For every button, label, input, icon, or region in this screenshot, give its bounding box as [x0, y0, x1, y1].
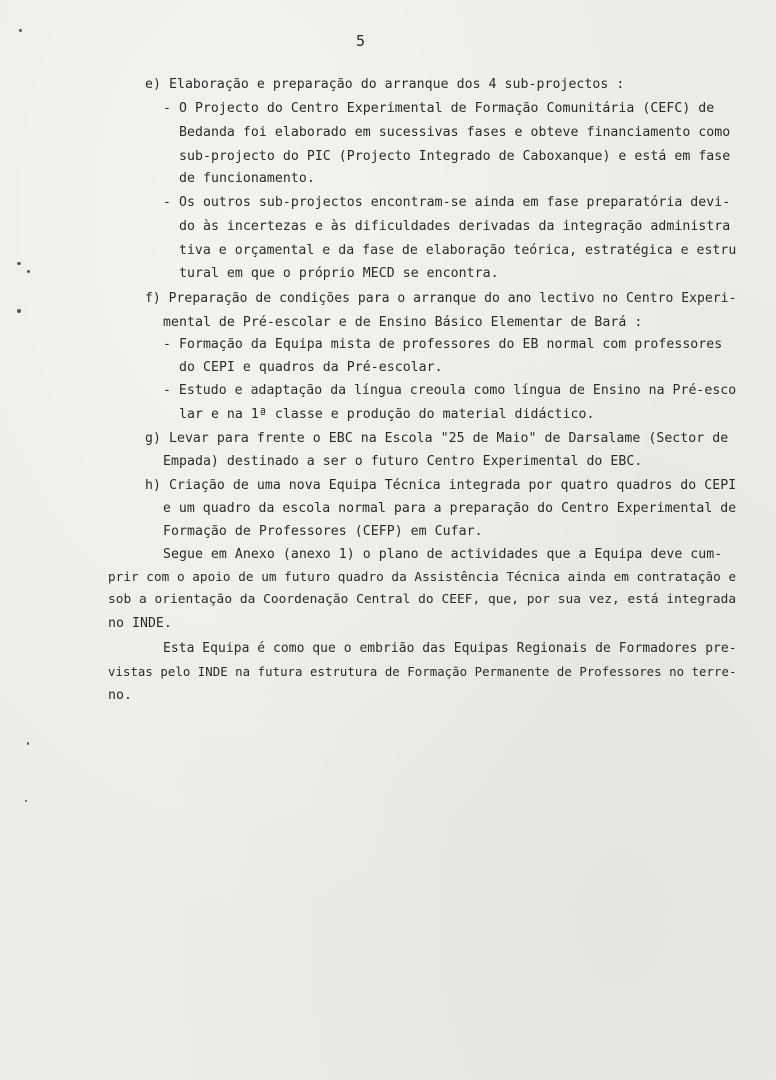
- text-line-f-item1-l2: do CEPI e quadros da Pré-escolar.: [179, 360, 443, 375]
- margin-speck: [17, 262, 21, 265]
- text-line-e-item2-l2: do às incertezas e às dificuldades derivadas da integração administra: [179, 219, 731, 234]
- text-line-f-item2-l1: - Estudo e adaptação da língua creoula como língua de Ensino na Pré-esco: [163, 383, 737, 398]
- text-line-f-item1-l1: - Formação da Equipa mista de professores do EB normal com professores: [163, 337, 723, 352]
- text-line-h-l3: Formação de Professores (CEFP) em Cufar.: [163, 524, 483, 539]
- text-line-e-heading: e) Elaboração e preparação do arranque dos 4 sub-projectos :: [145, 77, 625, 92]
- text-line-e-item2-l4: tural em que o próprio MECD se encontra.: [179, 266, 499, 281]
- margin-speck: [19, 29, 22, 32]
- text-line-e-item1-l3: sub-projecto do PIC (Projecto Integrado de Caboxanque) e está em fase: [179, 149, 731, 164]
- text-line-p1-l2: prir com o apoio de um futuro quadro da Assistência Técnica ainda em contratação e: [108, 569, 737, 584]
- margin-speck: [27, 270, 30, 273]
- text-line-f-item2-l2: lar e na 1ª classe e produção do material didáctico.: [179, 407, 595, 422]
- text-line-p1-l4: no INDE.: [108, 616, 172, 631]
- text-line-g-l1: g) Levar para frente o EBC na Escola "25 de Maio" de Darsalame (Sector de: [145, 431, 729, 446]
- text-line-e-item2-l3: tiva e orçamental e da fase de elaboração teórica, estratégica e estru: [179, 243, 737, 258]
- text-line-p1-l1: Segue em Anexo (anexo 1) o plano de actividades que a Equipa deve cum-: [163, 547, 723, 562]
- text-line-p2-l3: no.: [108, 688, 132, 703]
- text-line-h-l1: h) Criação de uma nova Equipa Técnica integrada por quatro quadros do CEPI: [145, 478, 737, 493]
- text-line-p2-l2: vistas pelo INDE na futura estrutura de Formação Permanente de Professores no terre-: [108, 665, 737, 679]
- margin-speck: [27, 742, 29, 745]
- text-line-f-heading-l2: mental de Pré-escolar e de Ensino Básico Elementar de Bará :: [163, 315, 643, 330]
- margin-speck: [17, 309, 21, 313]
- text-line-p1-l3: sob a orientação da Coordenação Central do CEEF, que, por sua vez, está integrada: [108, 592, 737, 607]
- text-line-g-l2: Empada) destinado a ser o futuro Centro Experimental do EBC.: [163, 454, 643, 469]
- text-line-e-item1-l1: - O Projecto do Centro Experimental de Formação Comunitária (CEFC) de: [163, 101, 715, 116]
- text-line-h-l2: e um quadro da escola normal para a preparação do Centro Experimental de: [163, 501, 737, 516]
- text-line-f-heading-l1: f) Preparação de condições para o arranque do ano lectivo no Centro Experi-: [145, 291, 737, 306]
- text-line-e-item2-l1: - Os outros sub-projectos encontram-se ainda em fase preparatória devi-: [163, 195, 731, 210]
- margin-speck: [25, 800, 27, 802]
- page-number: 5: [356, 32, 366, 50]
- text-line-e-item1-l2: Bedanda foi elaborado em sucessivas fases e obteve financiamento como: [179, 125, 731, 140]
- text-line-e-item1-l4: de funcionamento.: [179, 171, 315, 186]
- text-line-p2-l1: Esta Equipa é como que o embrião das Equipas Regionais de Formadores pre-: [163, 641, 737, 656]
